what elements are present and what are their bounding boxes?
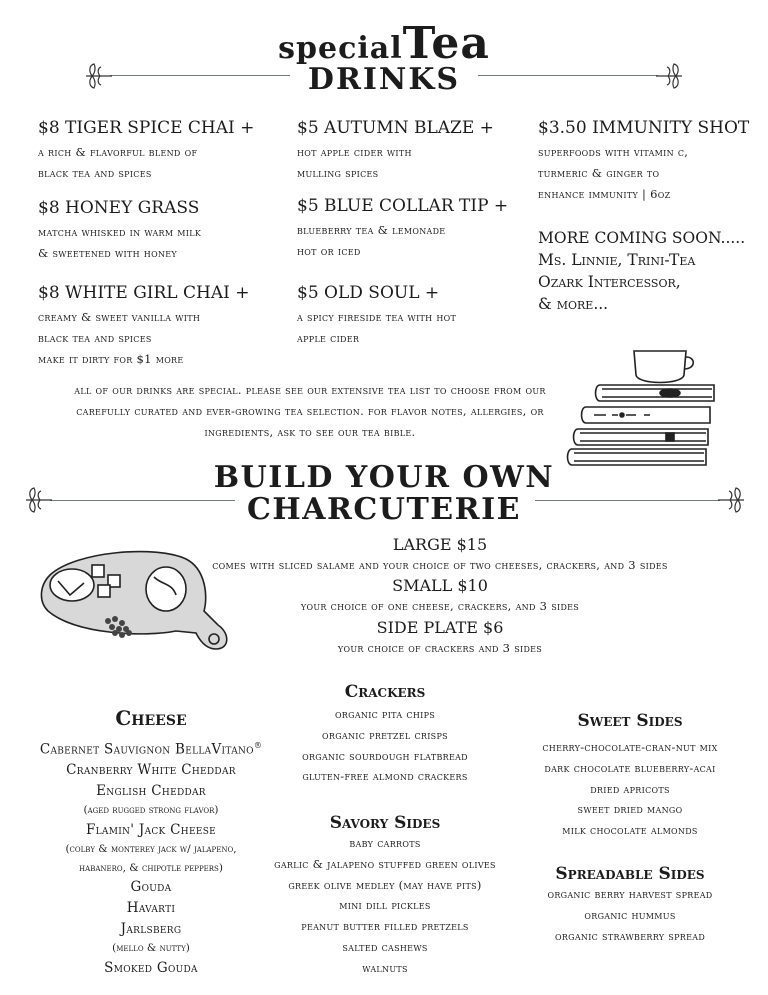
- drink-item: [38, 283, 249, 370]
- list-item: sweet dried mango: [577, 802, 683, 817]
- list-item-note: (aged rugged strong flavor): [83, 804, 219, 817]
- divider-left: [50, 500, 235, 501]
- divider-right: [478, 75, 658, 76]
- size-side-plate-desc: your choice of crackers and 3 sides: [337, 641, 543, 655]
- title-tea: Tea: [402, 18, 490, 69]
- cheese-list: [20, 706, 282, 978]
- title-special: special: [278, 31, 403, 66]
- drinks-note: all of our drinks are special. please see our extensive tea list to choose from our carefully curated and ever-growing tea selection. for flavor notes, allergies, or ingredients, ask to see our tea bible.: [74, 383, 546, 439]
- divider-right: [535, 500, 720, 501]
- list-item-note: habanero, & chipotle peppers): [79, 861, 223, 874]
- cheese-heading: Cheese: [115, 706, 187, 730]
- size-large-label: LARGE $15: [392, 535, 488, 554]
- charcuterie-title: BUILD YOUR OWN: [213, 460, 555, 495]
- drink-desc: make it dirty for $1 more: [38, 352, 184, 366]
- divider-left: [110, 75, 290, 76]
- drink-desc: superfoods with vitamin c,: [538, 145, 689, 159]
- drink-desc: hot apple cider with: [297, 145, 412, 159]
- drink-desc: a spicy fireside tea with hot: [297, 310, 457, 324]
- drink-name: $5 BLUE COLLAR TIP +: [297, 196, 509, 216]
- drink-item: [38, 198, 201, 264]
- list-item: baby carrots: [349, 836, 421, 850]
- books-teacup-illustration: [566, 345, 716, 470]
- size-small-desc: your choice of one cheese, crackers, and 3 sides: [300, 599, 580, 613]
- list-item: organic berry harvest spread: [547, 887, 713, 901]
- drink-desc: hot or iced: [297, 244, 361, 258]
- drink-desc: mulling spices: [297, 166, 379, 180]
- list-item: organic pita chips: [334, 707, 436, 721]
- drink-item: [38, 118, 254, 184]
- drink-desc: a rich & flavorful blend of: [38, 145, 198, 159]
- list-item: salted cashews: [342, 939, 428, 954]
- list-item: gluten-free almond crackers: [302, 769, 468, 784]
- list-item: Smoked Gouda: [104, 959, 198, 976]
- list-item: [20, 736, 282, 760]
- list-item: dark chocolate blueberry-acai: [544, 760, 716, 775]
- spreadable-sides-heading: Spreadable Sides: [555, 864, 705, 884]
- list-item: organic hummus: [584, 907, 676, 922]
- list-item: mini dill pickles: [339, 898, 431, 913]
- savory-sides-heading: Savory Sides: [329, 813, 441, 833]
- drink-item: [297, 196, 508, 262]
- list-item: organic sourdough flatbread: [302, 748, 468, 763]
- spreadable-sides-list: [505, 864, 755, 946]
- size-small-label: SMALL $10: [392, 576, 488, 595]
- leaf-ornament-icon: [716, 486, 746, 514]
- cheese-name: Cabernet Sauvignon BellaVitano: [39, 741, 254, 758]
- size-large-desc: comes with sliced salame and your choice of two cheeses, crackers, and 3 sides: [212, 558, 668, 572]
- list-item: organic pretzel crisps: [322, 727, 448, 742]
- drink-item: [297, 283, 456, 349]
- list-item: organic strawberry spread: [554, 928, 706, 943]
- drink-name: $5 AUTUMN BLAZE +: [297, 118, 494, 138]
- list-item: Gouda: [130, 879, 172, 896]
- list-item: cherry-chocolate-cran-nut mix: [542, 740, 718, 754]
- list-item: Cranberry White Cheddar: [66, 762, 236, 779]
- list-item: dried apricots: [590, 781, 670, 796]
- charcuterie-subtitle: CHARCUTERIE: [247, 492, 521, 527]
- drink-desc: turmeric & ginger to: [538, 166, 660, 180]
- drink-item: [538, 118, 749, 205]
- coming-soon: [538, 227, 745, 315]
- drink-name: $8 WHITE GIRL CHAI +: [38, 283, 250, 303]
- savory-sides-list: [255, 813, 515, 979]
- drink-desc: apple cider: [297, 331, 360, 345]
- drink-desc: enhance immunity | 6oz: [538, 187, 671, 201]
- list-item: Jarlsberg: [120, 920, 182, 937]
- size-side-plate-label: SIDE PLATE $6: [376, 618, 504, 637]
- crackers-list: [255, 682, 515, 787]
- crackers-heading: Crackers: [344, 682, 426, 702]
- drink-name: $8 HONEY GRASS: [38, 198, 200, 218]
- drink-name: $8 TIGER SPICE CHAI +: [38, 118, 255, 138]
- drink-desc: & sweetened with honey: [38, 246, 177, 260]
- leaf-ornament-icon: [24, 486, 54, 514]
- page-subtitle: DRINKS: [307, 62, 461, 97]
- list-item: garlic & jalapeno stuffed green olives: [274, 856, 496, 871]
- coming-soon-line: Ozark Intercessor,: [538, 273, 681, 291]
- sweet-sides-list: [505, 711, 755, 841]
- coming-soon-title: MORE COMING SOON.....: [538, 229, 746, 247]
- coming-soon-line: & more...: [538, 295, 609, 313]
- registered-mark: ®: [253, 741, 263, 750]
- list-item: English Cheddar: [96, 782, 206, 799]
- drink-desc: blueberry tea & lemonade: [297, 223, 446, 237]
- list-item-note: (mello & nutty): [112, 942, 190, 955]
- list-item: walnuts: [362, 960, 408, 975]
- list-item: greek olive medley (may have pits): [288, 877, 482, 892]
- list-item-note: (colby & monterey jack w/ jalapeno,: [65, 843, 237, 856]
- drink-desc: matcha whisked in warm milk: [38, 225, 202, 239]
- drink-desc: black tea and spices: [38, 166, 152, 180]
- list-item: milk chocolate almonds: [562, 823, 698, 838]
- drink-desc: creamy & sweet vanilla with: [38, 310, 201, 324]
- list-item: peanut butter filled pretzels: [301, 919, 469, 934]
- drink-name: $3.50 IMMUNITY SHOT: [538, 118, 750, 138]
- coming-soon-line: Ms. Linnie, Trini-Tea: [538, 251, 696, 269]
- drink-desc: black tea and spices: [38, 331, 152, 345]
- leaf-ornament-icon: [84, 62, 114, 90]
- drink-item: [297, 118, 494, 184]
- leaf-ornament-icon: [654, 62, 684, 90]
- list-item: Flamin' Jack Cheese: [85, 821, 217, 838]
- list-item: Havarti: [126, 899, 176, 916]
- sweet-sides-heading: Sweet Sides: [577, 711, 683, 731]
- drink-name: $5 OLD SOUL +: [297, 283, 440, 303]
